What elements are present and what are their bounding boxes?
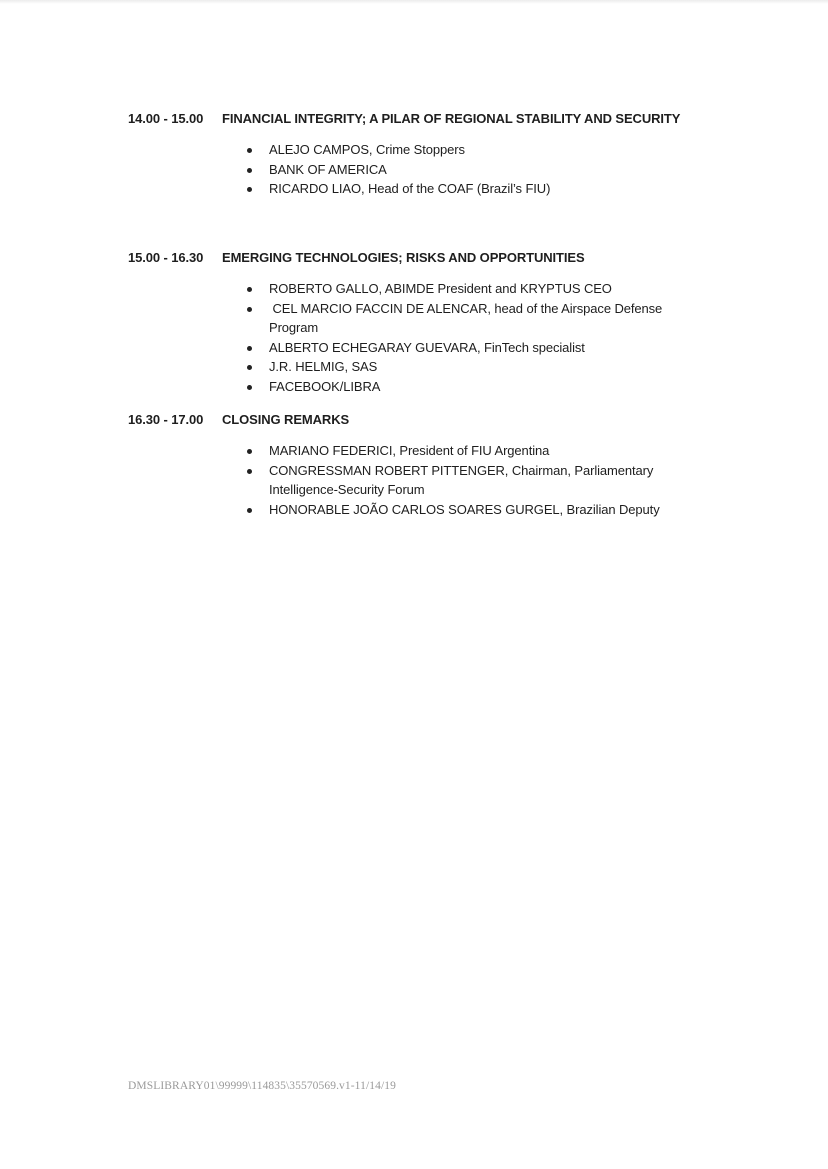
session-title: EMERGING TECHNOLOGIES; RISKS AND OPPORTUNITIES xyxy=(222,250,585,265)
session-header xyxy=(128,110,748,128)
list-item xyxy=(128,377,669,397)
session-title: FINANCIAL INTEGRITY; A PILAR OF REGIONAL STABILITY AND SECURITY xyxy=(222,111,681,126)
session-title: CLOSING REMARKS xyxy=(222,412,350,427)
document-id: DMSLIBRARY01\99999\114835\35570569.v1-11/14/19 xyxy=(128,1080,396,1092)
list-item xyxy=(128,357,669,377)
bullet-icon xyxy=(247,287,252,292)
bullet-icon xyxy=(247,346,252,351)
speaker-text: CEL MARCIO FACCIN DE ALENCAR, head of the Airspace Defense Program xyxy=(269,300,666,335)
session-header xyxy=(128,411,748,429)
speaker-text: ALBERTO ECHEGARAY GUEVARA, FinTech specialist xyxy=(269,339,585,355)
session-time: 15.00 - 16.30 xyxy=(128,250,204,265)
speaker-text: J.R. HELMIG, SAS xyxy=(269,359,378,374)
speaker-list xyxy=(128,441,748,519)
list-item xyxy=(128,140,669,160)
bullet-icon xyxy=(247,148,252,153)
bullet-icon xyxy=(247,187,252,192)
list-item xyxy=(128,441,669,461)
list-item xyxy=(128,179,669,199)
list-item xyxy=(128,299,669,338)
speaker-list xyxy=(128,279,748,396)
list-item xyxy=(128,279,669,299)
speaker-text: ROBERTO GALLO, ABIMDE President and KRYPTUS CEO xyxy=(269,281,612,296)
agenda-session-1 xyxy=(128,110,748,199)
session-time: 14.00 - 15.00 xyxy=(128,111,204,126)
list-item xyxy=(128,500,669,520)
speaker-text: BANK OF AMERICA xyxy=(269,161,387,177)
bullet-icon xyxy=(247,508,252,513)
speaker-text: CONGRESSMAN ROBERT PITTENGER, Chairman, Parliamentary Intelligence-Security Forum xyxy=(269,462,654,497)
bullet-icon xyxy=(247,449,252,454)
scan-edge xyxy=(0,0,828,4)
session-header xyxy=(128,249,748,267)
speaker-text: ALEJO CAMPOS, Crime Stoppers xyxy=(269,142,465,157)
bullet-icon xyxy=(247,365,252,370)
speaker-text: MARIANO FEDERICI, President of FIU Argentina xyxy=(269,443,550,458)
session-time: 16.30 - 17.00 xyxy=(128,412,204,427)
bullet-icon xyxy=(247,307,252,312)
speaker-list xyxy=(128,140,748,199)
list-item xyxy=(128,160,669,180)
bullet-icon xyxy=(247,469,252,474)
speaker-text: RICARDO LIAO, Head of the COAF (Brazil’s FIU) xyxy=(269,181,551,196)
speaker-text: FACEBOOK/LIBRA xyxy=(269,378,381,394)
speaker-text: HONORABLE JOÃO CARLOS SOARES GURGEL, Brazilian Deputy xyxy=(269,501,660,517)
agenda-session-3 xyxy=(128,411,748,519)
agenda-session-2 xyxy=(128,249,748,396)
list-item xyxy=(128,461,669,500)
list-item xyxy=(128,338,669,358)
bullet-icon xyxy=(247,168,252,173)
bullet-icon xyxy=(247,385,252,390)
